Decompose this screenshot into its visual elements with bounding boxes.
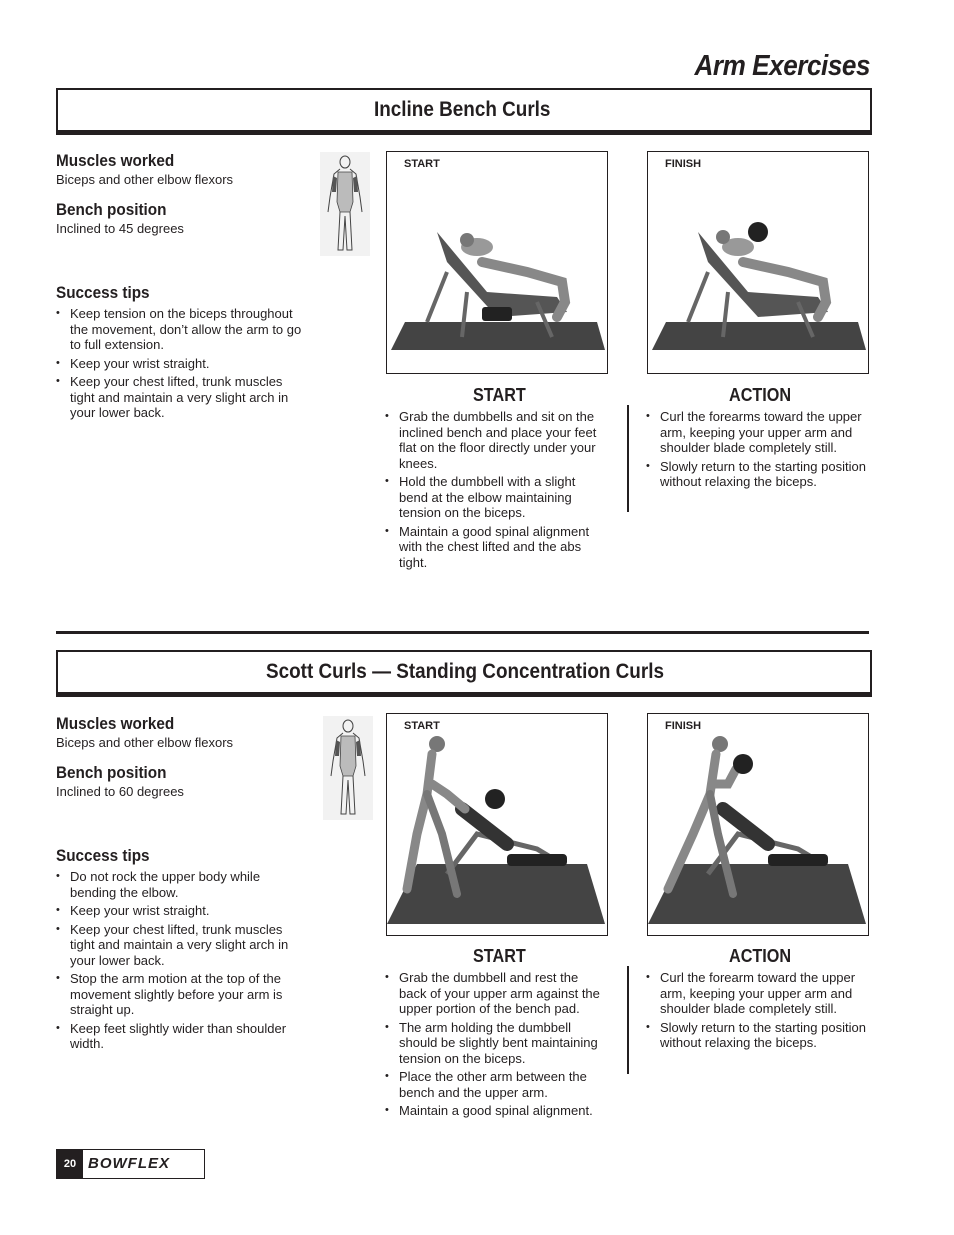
bowflex-logo: BOWFLEX bbox=[88, 1155, 170, 1172]
list-item: • Keep feet slightly wider than shoulder width. bbox=[56, 1021, 306, 1052]
list-item: • Grab the dumbbell and rest the back of your upper arm against the upper portion of the bench pad. bbox=[385, 970, 607, 1017]
section-title: Scott Curls — Standing Concentration Curls bbox=[266, 660, 664, 683]
exercise-image bbox=[648, 152, 868, 373]
muscles-text: Biceps and other elbow flexors bbox=[56, 735, 234, 750]
page-title: Arm Exercises bbox=[694, 50, 870, 82]
photo-label: START bbox=[404, 720, 440, 732]
section-title: Incline Bench Curls bbox=[374, 98, 551, 121]
photo-label: START bbox=[404, 158, 440, 170]
bench-text: Inclined to 45 degrees bbox=[56, 221, 184, 236]
list-item: • Keep your wrist straight. bbox=[56, 903, 306, 919]
success-tips-list bbox=[56, 869, 306, 1055]
start-photo bbox=[386, 151, 608, 374]
muscles-heading: Muscles worked bbox=[56, 151, 175, 170]
start-steps-list bbox=[385, 409, 607, 573]
list-item: • Curl the forearm toward the upper arm, keeping your upper arm and shoulder blade completely still. bbox=[646, 970, 868, 1017]
list-item: • Stop the arm motion at the top of the movement slightly before your arm is straight up. bbox=[56, 971, 306, 1018]
muscles-text: Biceps and other elbow flexors bbox=[56, 172, 234, 187]
page-number: 20 bbox=[57, 1150, 83, 1178]
section-header-scott-curls bbox=[56, 650, 872, 694]
tips-heading: Success tips bbox=[56, 846, 150, 865]
muscles-heading: Muscles worked bbox=[56, 714, 175, 733]
start-photo bbox=[386, 713, 608, 936]
list-item: • Keep your wrist straight. bbox=[56, 356, 306, 372]
finish-photo bbox=[647, 713, 869, 936]
list-item: • Slowly return to the starting position without relaxing the biceps. bbox=[646, 1020, 868, 1051]
list-item: • Maintain a good spinal alignment. bbox=[385, 1103, 607, 1119]
list-item: • Maintain a good spinal alignment with the chest lifted and the abs tight. bbox=[385, 524, 607, 571]
list-item: • Place the other arm between the bench and the upper arm. bbox=[385, 1069, 607, 1100]
list-item: • Keep tension on the biceps throughout the movement, don’t allow the arm to go to full extension. bbox=[56, 306, 306, 353]
bench-heading: Bench position bbox=[56, 763, 167, 782]
finish-photo bbox=[647, 151, 869, 374]
list-item: • Slowly return to the starting position without relaxing the biceps. bbox=[646, 459, 868, 490]
photo-label: FINISH bbox=[665, 720, 702, 732]
anatomy-figure-icon bbox=[323, 716, 373, 820]
list-item: • Do not rock the upper body while bending the elbow. bbox=[56, 869, 306, 900]
bench-heading: Bench position bbox=[56, 200, 167, 219]
list-item: • Curl the forearms toward the upper arm, keeping your upper arm and shoulder blade completely still. bbox=[646, 409, 868, 456]
action-steps-list bbox=[646, 409, 868, 493]
list-item: • Keep your chest lifted, trunk muscles tight and maintain a very slight arch in your lower back. bbox=[56, 922, 306, 969]
section-divider bbox=[56, 631, 869, 634]
action-heading: ACTION bbox=[729, 385, 792, 405]
photo-label: FINISH bbox=[665, 158, 702, 170]
section-header-incline-bench-curls bbox=[56, 88, 872, 132]
action-steps-list bbox=[646, 970, 868, 1054]
list-item: • Grab the dumbbells and sit on the inclined bench and place your feet flat on the floor directly under your knees. bbox=[385, 409, 607, 471]
start-steps-list bbox=[385, 970, 607, 1122]
success-tips-list bbox=[56, 306, 306, 424]
list-item: • The arm holding the dumbbell should be slightly bent maintaining tension on the biceps. bbox=[385, 1020, 607, 1067]
footer-brand bbox=[56, 1149, 205, 1179]
tips-heading: Success tips bbox=[56, 283, 150, 302]
start-heading: START bbox=[473, 385, 526, 405]
list-item: • Hold the dumbbell with a slight bend at the elbow maintaining tension on the biceps. bbox=[385, 474, 607, 521]
action-heading: ACTION bbox=[729, 946, 792, 966]
anatomy-figure-icon bbox=[320, 152, 370, 256]
exercise-image bbox=[648, 714, 868, 935]
exercise-image bbox=[387, 152, 607, 373]
column-divider bbox=[627, 405, 629, 512]
list-item: • Keep your chest lifted, trunk muscles tight and maintain a very slight arch in your lower back. bbox=[56, 374, 306, 421]
start-heading: START bbox=[473, 946, 526, 966]
exercise-image bbox=[387, 714, 607, 935]
bench-text: Inclined to 60 degrees bbox=[56, 784, 184, 799]
column-divider bbox=[627, 966, 629, 1074]
